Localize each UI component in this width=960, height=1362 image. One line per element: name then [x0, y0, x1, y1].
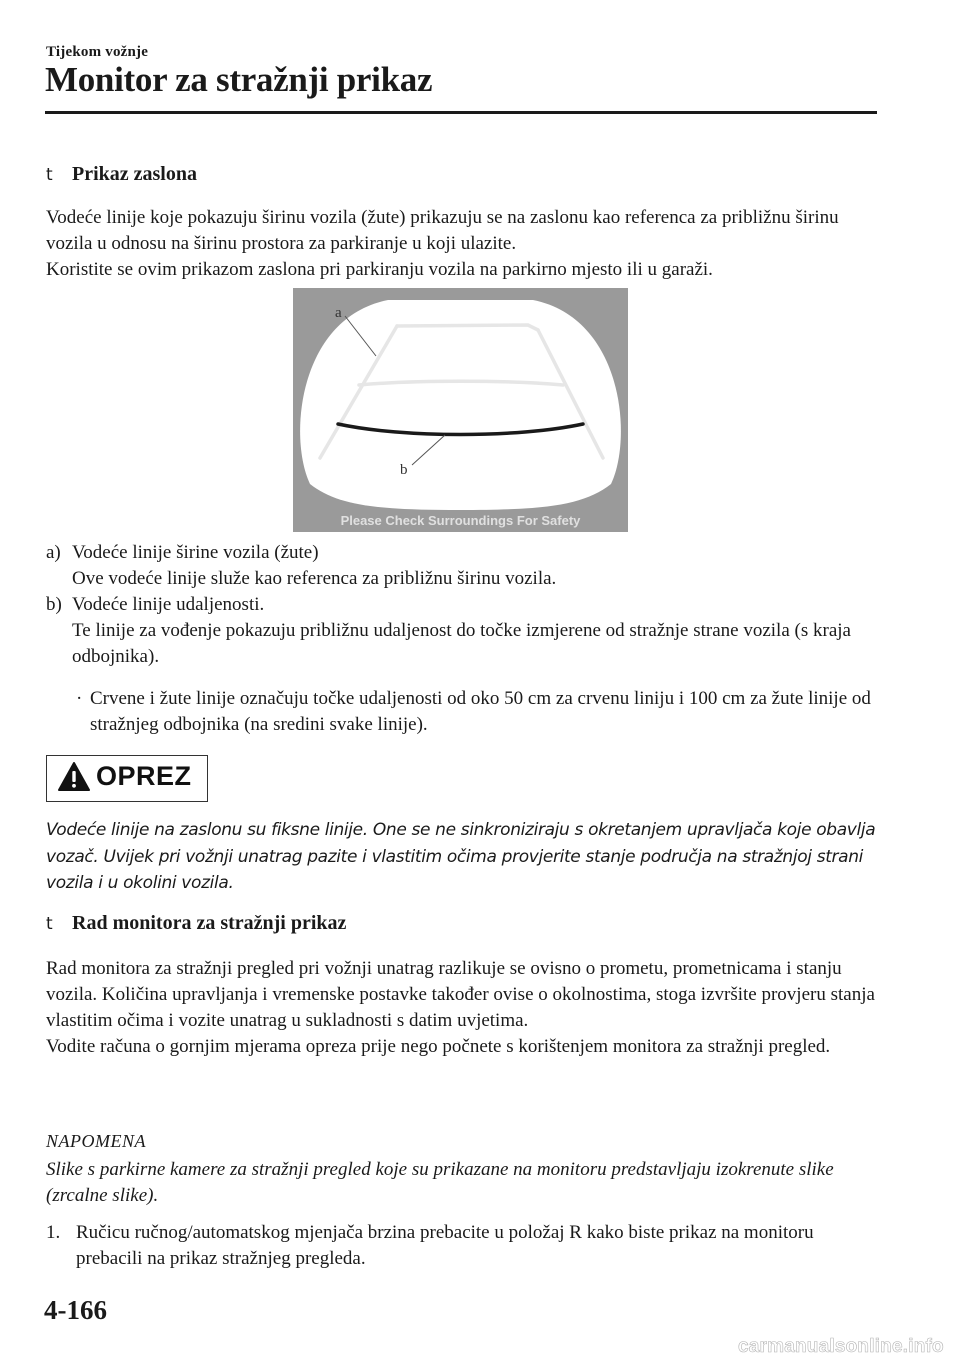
- section-heading-text: Prikaz zaslona: [72, 163, 197, 185]
- step-text: Ručicu ručnog/automatskog mjenjača brzina prebacite u položaj R kako biste prikaz na monitoru prebacili na prikaz stražnjeg pregleda.: [76, 1222, 814, 1269]
- legend-label: b): [46, 594, 62, 615]
- section2-paragraph: Rad monitora za stražnji pregled pri vožnji unatrag razlikuje se ovisno o prometu, prometnicama i stanju vozila. Količina upravljanja i vremenske postavke također ovise o okolnostima, stoga izvršite provjeru stanja vlastitim očima i vozite unatrag u sukladnosti s datim uvjetima.: [46, 958, 875, 1031]
- section-heading-display: [46, 163, 197, 186]
- legend-label: a): [46, 542, 61, 563]
- page-number: 4-166: [44, 1295, 107, 1325]
- caution-text: Vodeće linije na zaslonu su fiksne linije. One se ne sinkroniziraju s okretanjem upravljača koje obavlja vozač. Uvijek pri vožnji unatrag pazite i vlastitim očima provjerite stanje područja na stražnjoj strani vozila i u okolini vozila.: [46, 820, 876, 893]
- note-text: Slike s parkirne kamere za stražnji pregled koje su prikazane na monitoru predstavljaju izokrenute slike (zrcalne slike).: [46, 1159, 834, 1206]
- caution-badge: [46, 755, 208, 802]
- step-item: [46, 1220, 876, 1272]
- legend-title: Vodeće linije udaljenosti.: [72, 594, 265, 615]
- bullet-text: Crvene i žute linije označuju točke udaljenosti od oko 50 cm za crvenu liniju i 100 cm za žute linije od stražnjeg odbojnika (na sredini svake linije).: [90, 688, 871, 735]
- bullet-note: [76, 686, 890, 738]
- title-divider: [45, 111, 877, 114]
- legend-title: Vodeće linije širine vozila (žute): [72, 542, 319, 563]
- section-marker-icon: t: [46, 914, 53, 934]
- legend-text: Ove vodeće linije služe kao referenca za približnu širinu vozila.: [72, 568, 557, 589]
- note-heading: NAPOMENA: [46, 1131, 146, 1151]
- step-number: 1.: [46, 1222, 61, 1243]
- section1-body: [46, 205, 876, 283]
- page-title: Monitor za stražnji prikaz: [45, 60, 433, 99]
- legend-text: Te linije za vođenje pokazuju približnu udaljenost do točke izmjerene od stražnje strane vozila (s kraja odbojnika).: [72, 620, 851, 667]
- chapter-title: Tijekom vožnje: [46, 44, 149, 60]
- figure-label-a: a: [335, 305, 342, 321]
- camera-view-area: [300, 300, 621, 510]
- figure-legend: [46, 540, 876, 670]
- rear-view-monitor-figure: [293, 288, 628, 532]
- legend-item: [46, 540, 876, 592]
- monitor-illustration: [293, 288, 628, 532]
- legend-item: [46, 592, 876, 670]
- section2-body: [46, 956, 876, 1060]
- section1-paragraph: Koristite se ovim prikazom zaslona pri parkiranju vozila na parkirno mjesto ili u garaži.: [46, 259, 713, 280]
- figure-label-b: b: [400, 462, 408, 478]
- section2-paragraph: Vodite računa o gornjim mjerama opreza prije nego počnete s korištenjem monitora za stražnji pregled.: [46, 1036, 831, 1057]
- caution-label: OPREZ: [96, 761, 192, 791]
- bullet-mark: ·: [76, 688, 83, 709]
- warning-triangle-icon: [57, 761, 91, 793]
- section-marker-icon: t: [46, 165, 53, 185]
- section1-paragraph: Vodeće linije koje pokazuju širinu vozila (žute) prikazuju se na zaslonu kao referenca za približnu širinu vozila u odnosu na širinu prostora za parkiranje u koji ulazite.: [46, 207, 839, 254]
- section-heading-text: Rad monitora za stražnji prikaz: [72, 912, 347, 934]
- watermark-link[interactable]: carmanualsonline.info: [738, 1336, 944, 1357]
- safety-banner-text: Please Check Surroundings For Safety: [340, 513, 581, 528]
- section-heading-operation: [46, 912, 346, 935]
